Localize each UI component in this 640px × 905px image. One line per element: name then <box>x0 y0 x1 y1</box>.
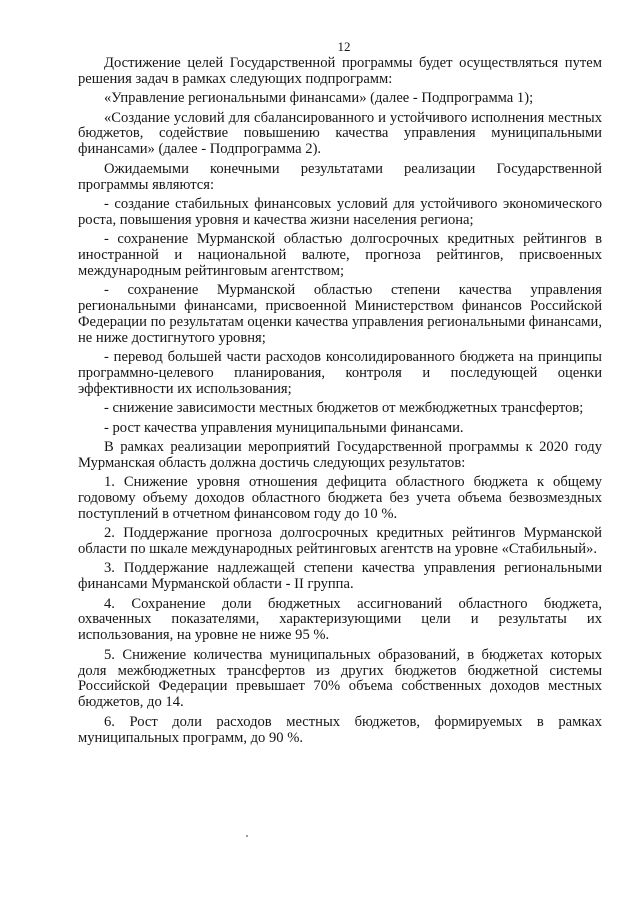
result-item-6: 6. Рост доли расходов местных бюджетов, формируемых в рамках муниципальных программ, до 90 %. <box>78 713 602 746</box>
list-item-municipal-finance: - рост качества управления муниципальными финансами. <box>104 419 464 436</box>
list-item-finance-quality: - сохранение Мурманской областью степени качества управления региональными финансами, присвоенной Министерством финансов Российской Федерации по результатам оценки качества управления региональными финансами, не ниже достигнутого уровня; <box>78 282 602 346</box>
page-number: 12 <box>337 39 351 54</box>
result-item-1: 1. Снижение уровня отношения дефицита областного бюджета к общему годовому объему доходов областного бюджета без учета объема безвозмездных поступлений в отчетном финансовом году до 10 %. <box>78 474 602 522</box>
scan-speck <box>246 835 248 837</box>
list-item-stable-conditions: - создание стабильных финансовых условий для устойчивого экономического роста, повышения уровня и качества жизни населения региона; <box>78 195 602 228</box>
result-item-5: 5. Снижение количества муниципальных образований, в бюджетах которых доля межбюджетных трансфертов из других бюджетов бюджетной системы Российской Федерации превышает 70% объема собственных доходов местных бюджетов, до 14. <box>78 646 602 711</box>
document-page <box>78 40 602 747</box>
paragraph-expected-results: Ожидаемыми конечными результатами реализации Государственной программы являются: <box>78 160 602 193</box>
result-item-2: 2. Поддержание прогноза долгосрочных кредитных рейтингов Мурманской области по шкале международных рейтинговых агентств на уровне «Стабильный». <box>78 525 602 558</box>
list-item-credit-ratings: - сохранение Мурманской областью долгосрочных кредитных рейтингов в иностранной и национальной валюте, прогноза рейтингов, присвоенных международным рейтинговым агентством; <box>78 231 602 279</box>
list-item-program-planning: - перевод большей части расходов консолидированного бюджета на принципы программно-целевого планирования, контроля и последующей оценки эффективности их использования; <box>78 349 602 397</box>
result-item-4: 4. Сохранение доли бюджетных ассигнований областного бюджета, охваченных показателями, характеризующими цели и результаты их использования, на уровне не ниже 95 %. <box>78 595 602 644</box>
paragraph-subprogram-2: «Создание условий для сбалансированного и устойчивого исполнения местных бюджетов, содействие повышению качества управления муниципальными финансами» (далее - Подпрограмма 2). <box>78 109 602 158</box>
paragraph-results-intro: В рамках реализации мероприятий Государственной программы к 2020 году Мурманская область должна достичь следующих результатов: <box>78 438 602 471</box>
paragraph-subprogram-1: «Управление региональными финансами» (далее - Подпрограмма 1); <box>104 90 534 107</box>
result-item-3: 3. Поддержание надлежащей степени качества управления региональными финансами Мурманской области - II группа. <box>78 560 602 593</box>
list-item-transfer-dependency: - снижение зависимости местных бюджетов от межбюджетных трансфертов; <box>104 400 584 417</box>
paragraph-intro: Достижение целей Государственной программы будет осуществляться путем решения задач в рамках следующих подпрограмм: <box>78 55 602 87</box>
